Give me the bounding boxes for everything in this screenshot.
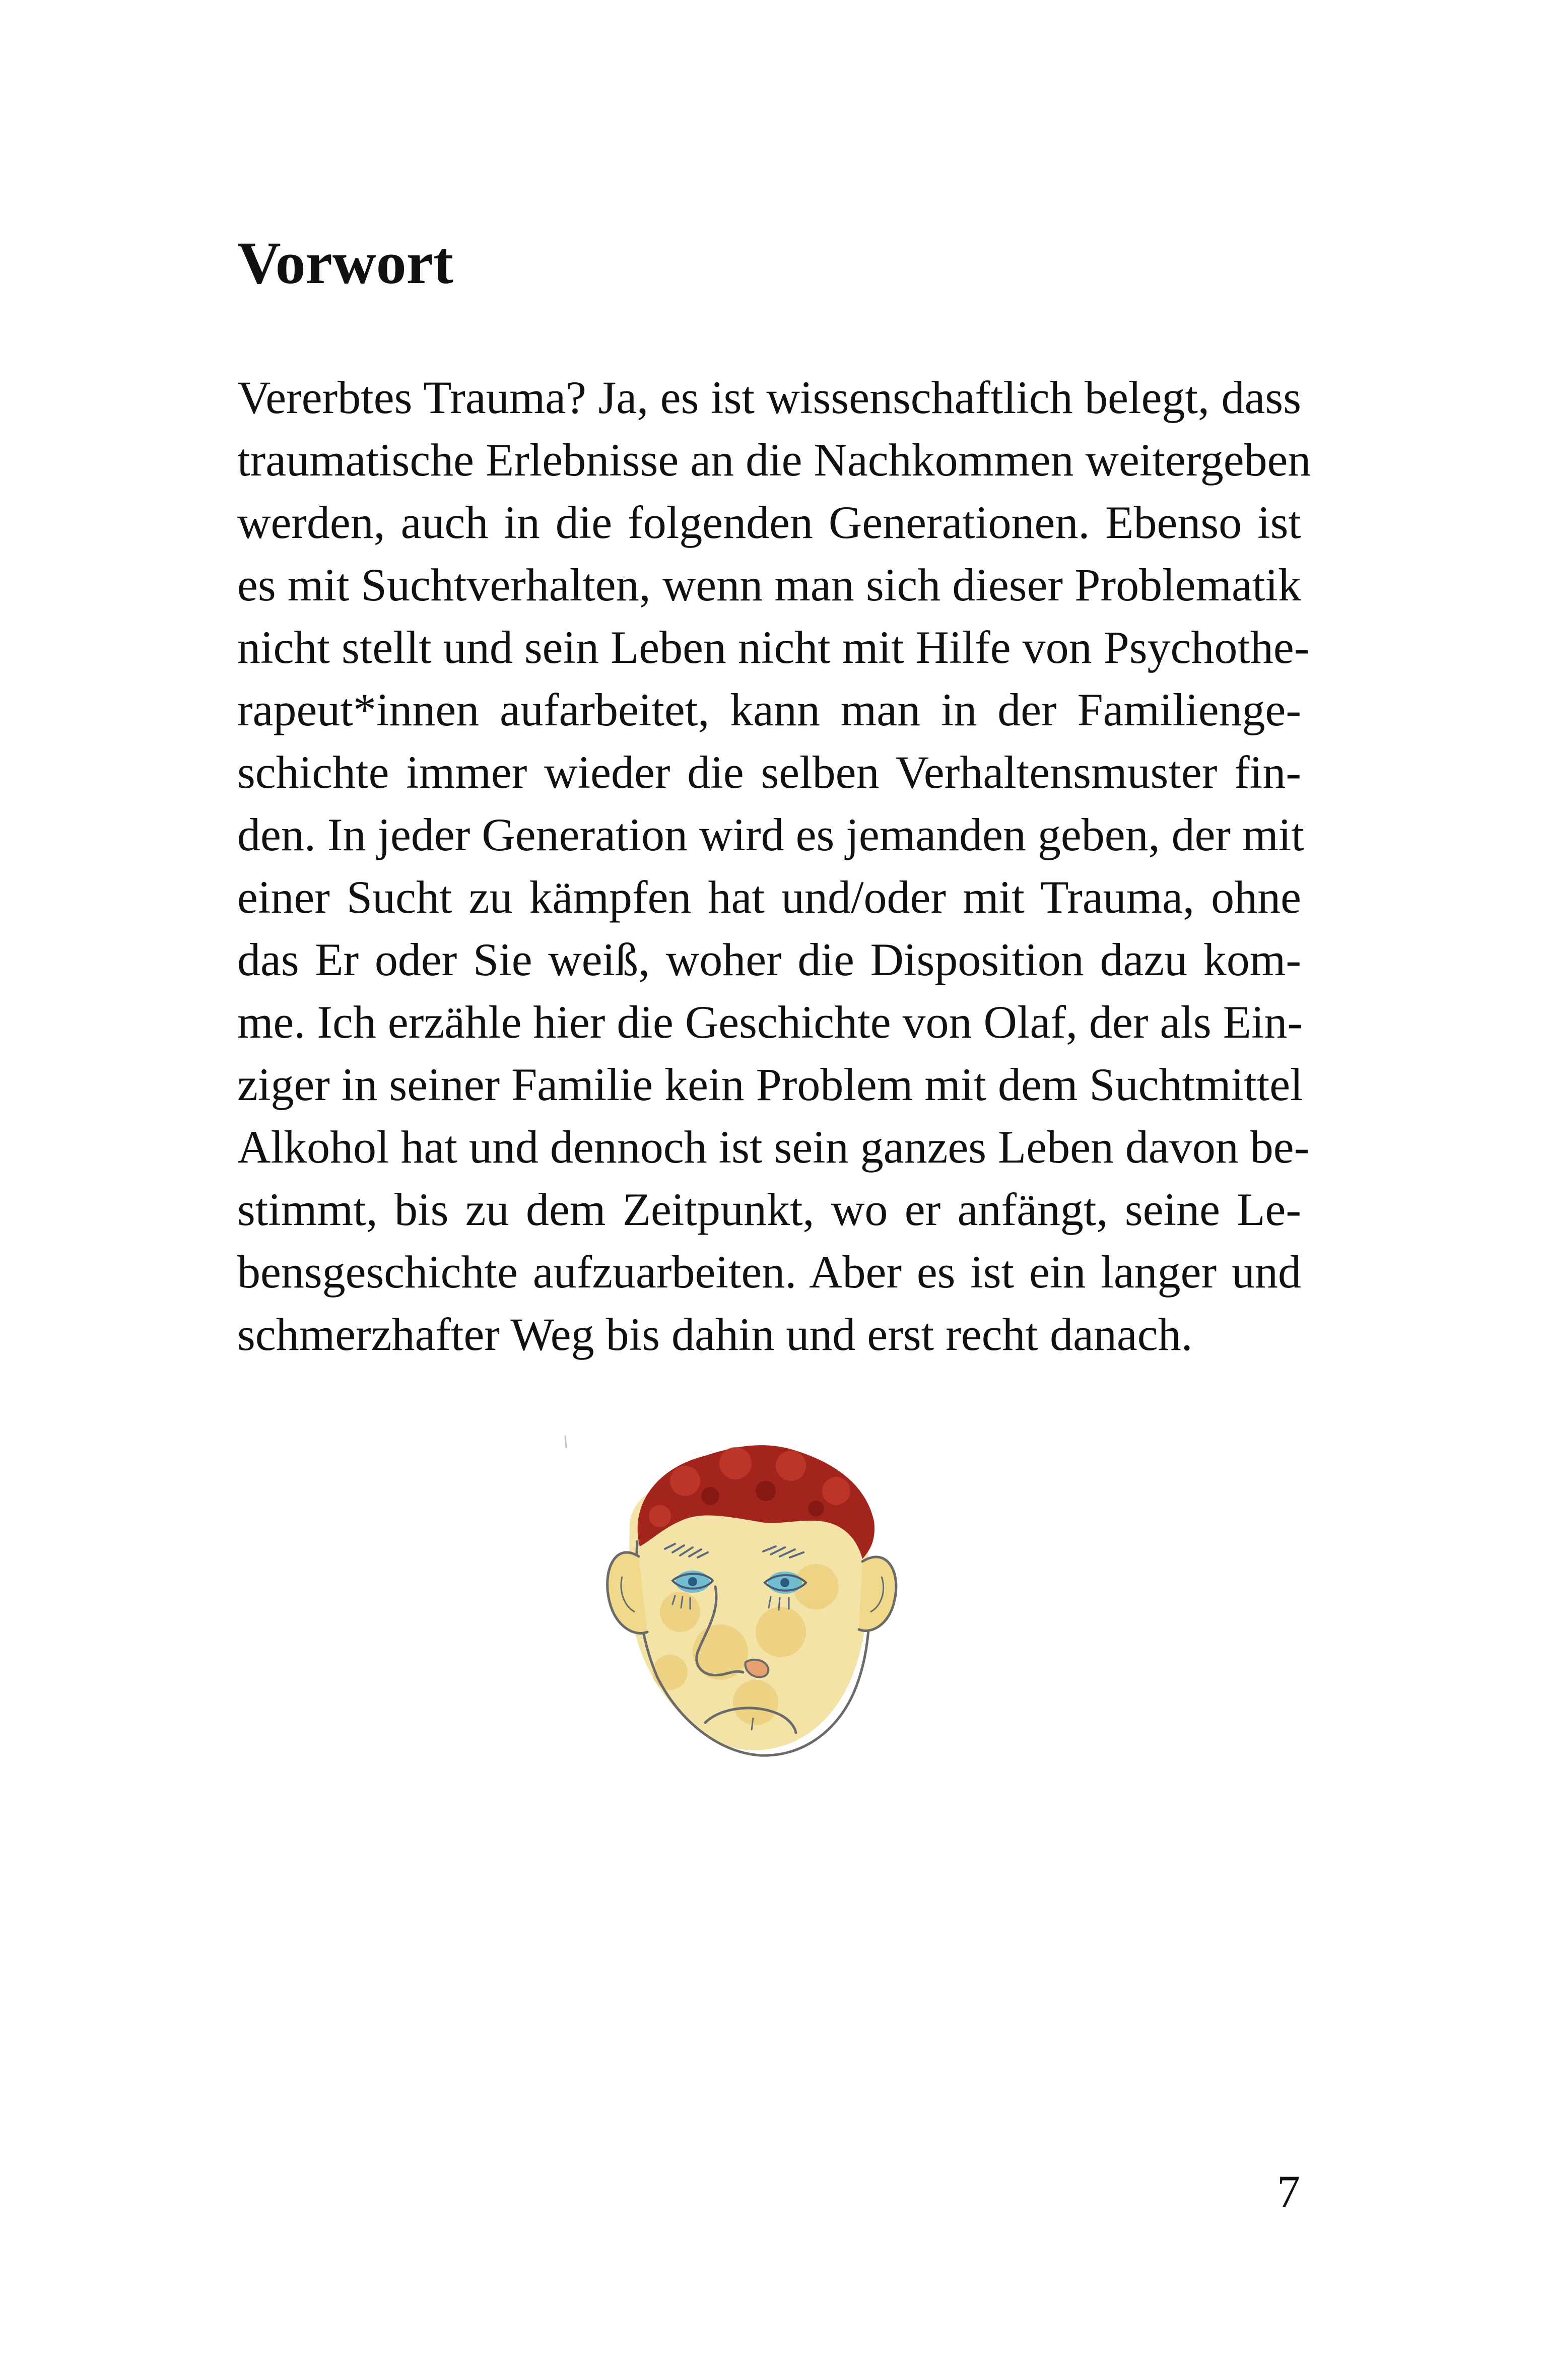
paragraph-line: ziger in seiner Familie kein Problem mit dem Suchtmittel [237, 1059, 1303, 1110]
paragraph-line: schichte immer wieder die selben Verhaltensmuster fin- [237, 746, 1301, 798]
paragraph-line: es mit Suchtverhalten, wenn man sich dieser Problematik [237, 559, 1301, 610]
paragraph-line: rapeut*innen aufarbeitet, kann man in der Familienge- [237, 684, 1301, 735]
page-number: 7 [1277, 2166, 1300, 2217]
right-pupil [780, 1578, 789, 1587]
right-ear [859, 1557, 896, 1630]
left-pupil [688, 1577, 697, 1586]
paragraph-line: traumatische Erlebnisse an die Nachkommen weitergeben [237, 434, 1311, 486]
paragraph-line: nicht stellt und sein Leben nicht mit Hilfe von Psychothe- [237, 622, 1310, 673]
paragraph-line: werden, auch in die folgenden Generationen. Ebenso ist [237, 497, 1301, 548]
foreword-paragraph [237, 366, 1311, 1366]
paragraph-line: Alkohol hat und dennoch ist sein ganzes Leben davon be- [237, 1121, 1310, 1173]
paragraph-line: den. In jeder Generation wird es jemanden geben, der mit [237, 809, 1304, 860]
paragraph-line: stimmt, bis zu dem Zeitpunkt, wo er anfängt, seine Le- [237, 1184, 1301, 1235]
paragraph-line: das Er oder Sie weiß, woher die Disposition dazu kom- [237, 934, 1301, 985]
face-drawing-illustration [554, 1420, 982, 1813]
chapter-heading: Vorwort [237, 229, 453, 296]
paragraph-line: me. Ich erzähle hier die Geschichte von Olaf, der als Ein- [237, 996, 1303, 1048]
paragraph-line: einer Sucht zu kämpfen hat und/oder mit Trauma, ohne [237, 871, 1301, 923]
stray-pencil-mark [565, 1436, 566, 1448]
paragraph-line: schmerzhafter Weg bis dahin und erst recht danach. [237, 1309, 1193, 1360]
paragraph-line: Vererbtes Trauma? Ja, es ist wissenschaftlich belegt, dass [237, 372, 1301, 423]
paragraph-line: bensgeschichte aufzuarbeiten. Aber es ist ein langer und [237, 1246, 1301, 1298]
